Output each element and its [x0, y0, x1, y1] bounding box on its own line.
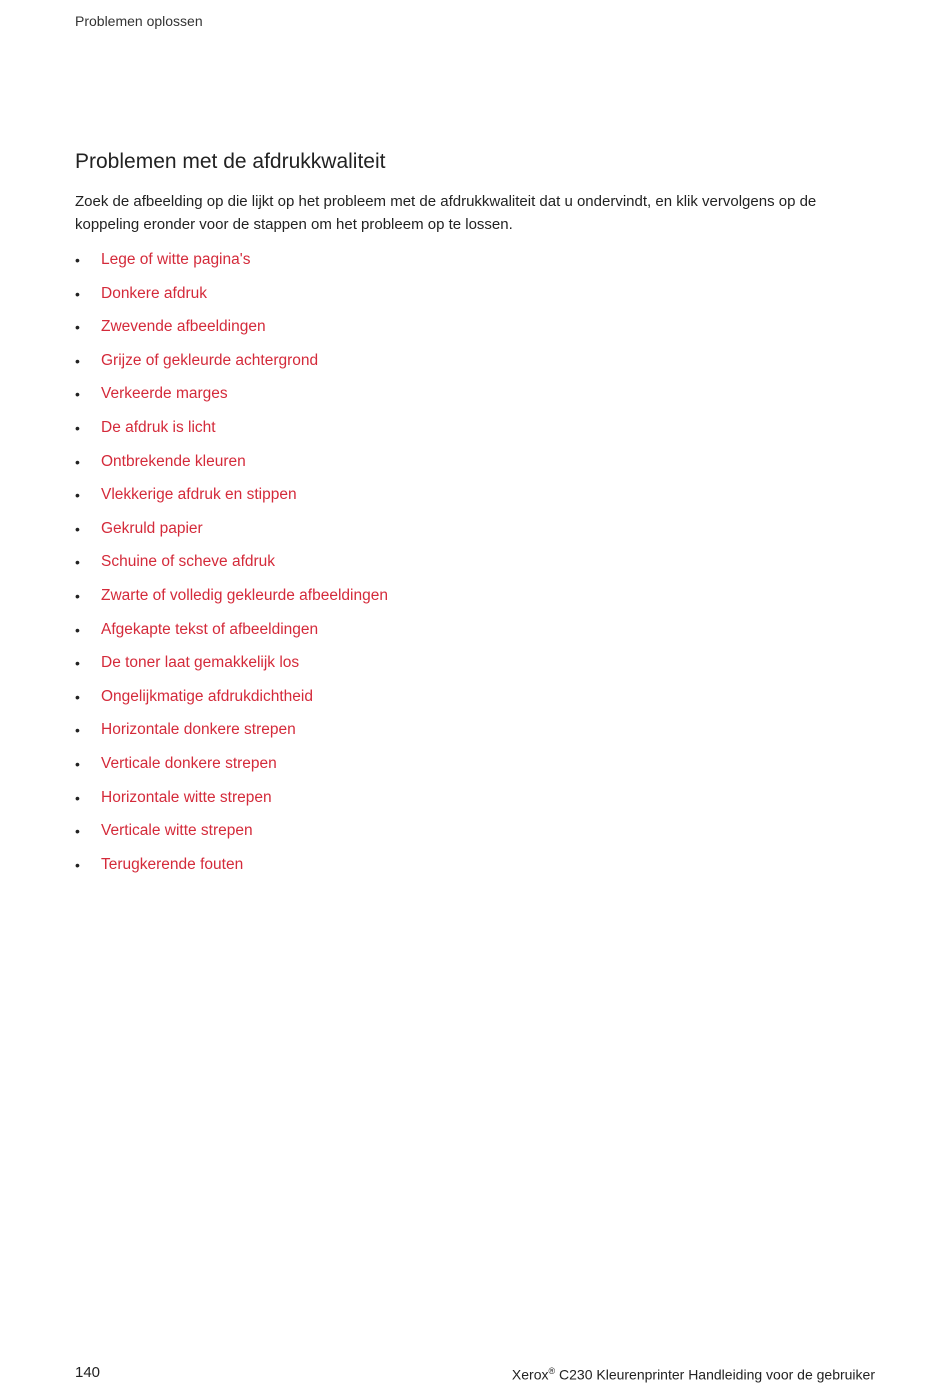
- section-title: Problemen met de afdrukkwaliteit: [75, 150, 386, 173]
- link-light-print[interactable]: De afdruk is licht: [101, 418, 216, 436]
- bullet: •: [75, 789, 80, 806]
- bullet: •: [75, 487, 80, 504]
- footer-document-title: [512, 1366, 875, 1383]
- bullet: •: [75, 722, 80, 739]
- list-item: [75, 283, 388, 317]
- link-repeating-defects[interactable]: Terugkerende fouten: [101, 855, 244, 873]
- list-item: [75, 585, 388, 619]
- list-item: [75, 619, 388, 653]
- link-dark-print[interactable]: Donkere afdruk: [101, 284, 207, 302]
- bullet: •: [75, 419, 80, 436]
- list-item: [75, 383, 388, 417]
- list-item: [75, 518, 388, 552]
- footer-brand: Xerox: [511, 1366, 549, 1383]
- link-horizontal-dark-streaks[interactable]: Horizontale donkere strepen: [101, 721, 296, 739]
- link-gray-background[interactable]: Grijze of gekleurde achtergrond: [101, 351, 319, 369]
- bullet: •: [75, 352, 80, 369]
- link-ghost-images[interactable]: Zwevende afbeeldingen: [101, 318, 266, 336]
- list-item: [75, 753, 388, 787]
- running-header: Problemen oplossen: [75, 13, 203, 29]
- list-item: [75, 316, 388, 350]
- bullet: •: [75, 554, 80, 571]
- bullet: •: [75, 621, 80, 638]
- link-skewed-print[interactable]: Schuine of scheve afdruk: [101, 553, 276, 571]
- link-curled-paper[interactable]: Gekruld papier: [101, 519, 203, 537]
- problem-link-list: [75, 249, 388, 887]
- list-item: [75, 451, 388, 485]
- list-item: [75, 686, 388, 720]
- registered-mark: ®: [548, 1366, 556, 1376]
- bullet: •: [75, 688, 80, 705]
- bullet: •: [75, 655, 80, 672]
- bullet: •: [75, 823, 80, 840]
- list-item: [75, 350, 388, 384]
- bullet: •: [75, 285, 80, 302]
- bullet: •: [75, 453, 80, 470]
- bullet: •: [75, 755, 80, 772]
- footer-doc-title: C230 Kleurenprinter Handleiding voor de gebruiker: [555, 1366, 875, 1383]
- bullet: •: [75, 856, 80, 873]
- list-item: [75, 652, 388, 686]
- bullet: •: [75, 520, 80, 537]
- link-toner-rubs-off[interactable]: De toner laat gemakkelijk los: [101, 654, 300, 672]
- list-item: [75, 551, 388, 585]
- link-blank-pages[interactable]: Lege of witte pagina's: [101, 251, 251, 268]
- list-item: [75, 484, 388, 518]
- link-horizontal-white-streaks[interactable]: Horizontale witte strepen: [101, 788, 272, 806]
- bullet: •: [75, 587, 80, 604]
- list-item: [75, 787, 388, 821]
- list-item: [75, 249, 388, 283]
- list-item: [75, 820, 388, 854]
- link-missing-colors[interactable]: Ontbrekende kleuren: [101, 452, 246, 470]
- page-number: 140: [75, 1364, 101, 1381]
- bullet: •: [75, 386, 80, 403]
- bullet: •: [75, 252, 80, 268]
- link-vertical-white-streaks[interactable]: Verticale witte strepen: [101, 822, 253, 840]
- link-clipped-text[interactable]: Afgekapte tekst of afbeeldingen: [101, 620, 319, 638]
- list-item: [75, 854, 388, 888]
- link-smudges-spots[interactable]: Vlekkerige afdruk en stippen: [101, 486, 297, 504]
- list-item: [75, 417, 388, 451]
- bullet: •: [75, 319, 80, 336]
- intro-paragraph: Zoek de afbeelding op die lijkt op het probleem met de afdrukkwaliteit dat u ondervindt, en klik vervolgens op de koppeling eronder voor de stappen om het probleem op te lossen.: [75, 193, 817, 233]
- link-vertical-dark-streaks[interactable]: Verticale donkere strepen: [101, 754, 277, 772]
- link-wrong-margins[interactable]: Verkeerde marges: [101, 385, 228, 403]
- link-solid-color-images[interactable]: Zwarte of volledig gekleurde afbeeldingen: [101, 586, 388, 604]
- link-uneven-density[interactable]: Ongelijkmatige afdrukdichtheid: [101, 687, 313, 705]
- list-item: [75, 719, 388, 753]
